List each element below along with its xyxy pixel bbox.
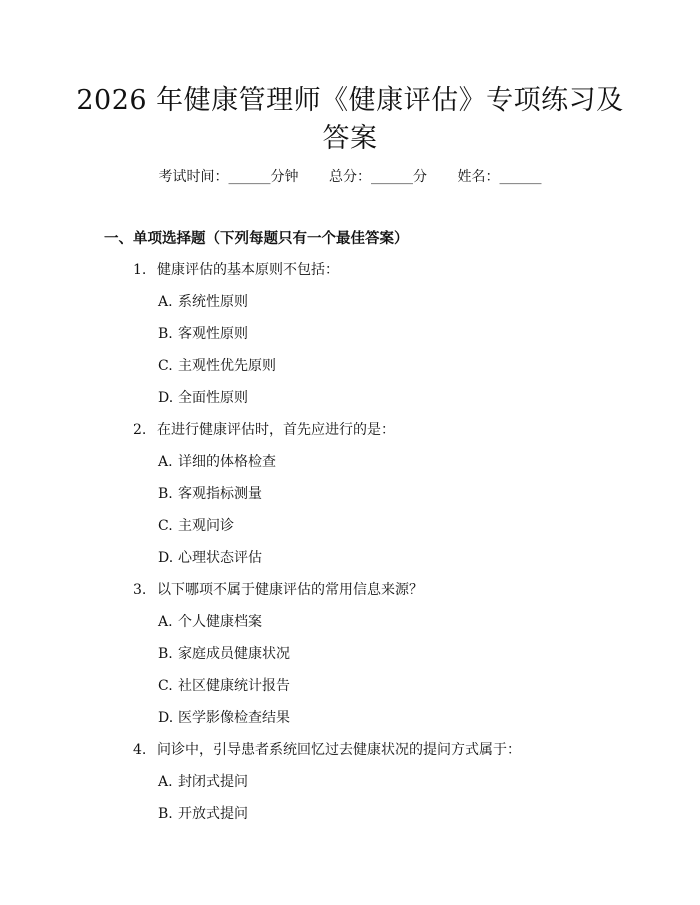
- option-letter: A.: [158, 614, 173, 630]
- question-number: 1.: [133, 262, 147, 278]
- question-1-option-c: [158, 356, 276, 376]
- total-score-field: 总分：______分: [329, 169, 427, 185]
- question-1: [133, 260, 339, 280]
- option-text: 客观指标测量: [178, 486, 262, 502]
- title-line-2: 答案: [322, 123, 378, 154]
- question-number: 3.: [133, 582, 147, 598]
- option-letter: A.: [158, 454, 173, 470]
- option-letter: C.: [158, 678, 173, 694]
- question-3-option-c: [158, 676, 290, 696]
- student-name-field: 姓名：______: [457, 169, 542, 185]
- option-letter: A.: [158, 294, 173, 310]
- option-letter: D.: [158, 550, 174, 566]
- question-text: 问诊中，引导患者系统回忆过去健康状况的提问方式属于：: [157, 742, 521, 758]
- option-text: 全面性原则: [178, 390, 248, 406]
- option-text: 开放式提问: [178, 806, 248, 822]
- option-text: 个人健康档案: [178, 614, 262, 630]
- question-3: [133, 580, 423, 600]
- option-letter: A.: [158, 774, 173, 790]
- question-2: [133, 420, 395, 440]
- option-text: 详细的体格检查: [178, 454, 276, 470]
- question-2-option-a: [158, 452, 276, 472]
- question-text: 健康评估的基本原则不包括：: [157, 262, 339, 278]
- option-text: 医学影像检查结果: [178, 710, 290, 726]
- question-text: 以下哪项不属于健康评估的常用信息来源？: [157, 582, 423, 598]
- question-1-option-a: [158, 292, 248, 312]
- question-3-option-d: [158, 708, 290, 728]
- question-number: 2.: [133, 422, 147, 438]
- option-letter: B.: [158, 646, 173, 662]
- question-3-option-b: [158, 644, 290, 664]
- option-text: 客观性原则: [178, 326, 248, 342]
- option-letter: C.: [158, 518, 173, 534]
- option-letter: B.: [158, 326, 173, 342]
- question-4-option-a: [158, 772, 248, 792]
- question-3-option-a: [158, 612, 262, 632]
- question-4: [133, 740, 521, 760]
- question-text: 在进行健康评估时，首先应进行的是：: [157, 422, 395, 438]
- option-text: 主观性优先原则: [178, 358, 276, 374]
- option-text: 封闭式提问: [178, 774, 248, 790]
- option-text: 系统性原则: [178, 294, 248, 310]
- question-2-option-d: [158, 548, 262, 568]
- option-letter: B.: [158, 806, 173, 822]
- question-1-option-d: [158, 388, 248, 408]
- question-number: 4.: [133, 742, 147, 758]
- option-text: 主观问诊: [178, 518, 234, 534]
- option-text: 家庭成员健康状况: [178, 646, 290, 662]
- question-2-option-b: [158, 484, 262, 504]
- option-letter: B.: [158, 486, 173, 502]
- option-text: 心理状态评估: [178, 550, 262, 566]
- title-line-1: 2026 年健康管理师《健康评估》专项练习及: [76, 85, 624, 116]
- exam-info: [0, 167, 700, 187]
- exam-time-field: 考试时间：______分钟: [158, 169, 299, 185]
- option-letter: D.: [158, 390, 174, 406]
- page-title: [0, 82, 700, 158]
- question-2-option-c: [158, 516, 234, 536]
- section-heading: 一、单项选择题（下列每题只有一个最佳答案）: [104, 231, 409, 247]
- option-letter: D.: [158, 710, 174, 726]
- question-4-option-b: [158, 804, 248, 824]
- option-text: 社区健康统计报告: [178, 678, 290, 694]
- question-1-option-b: [158, 324, 248, 344]
- option-letter: C.: [158, 358, 173, 374]
